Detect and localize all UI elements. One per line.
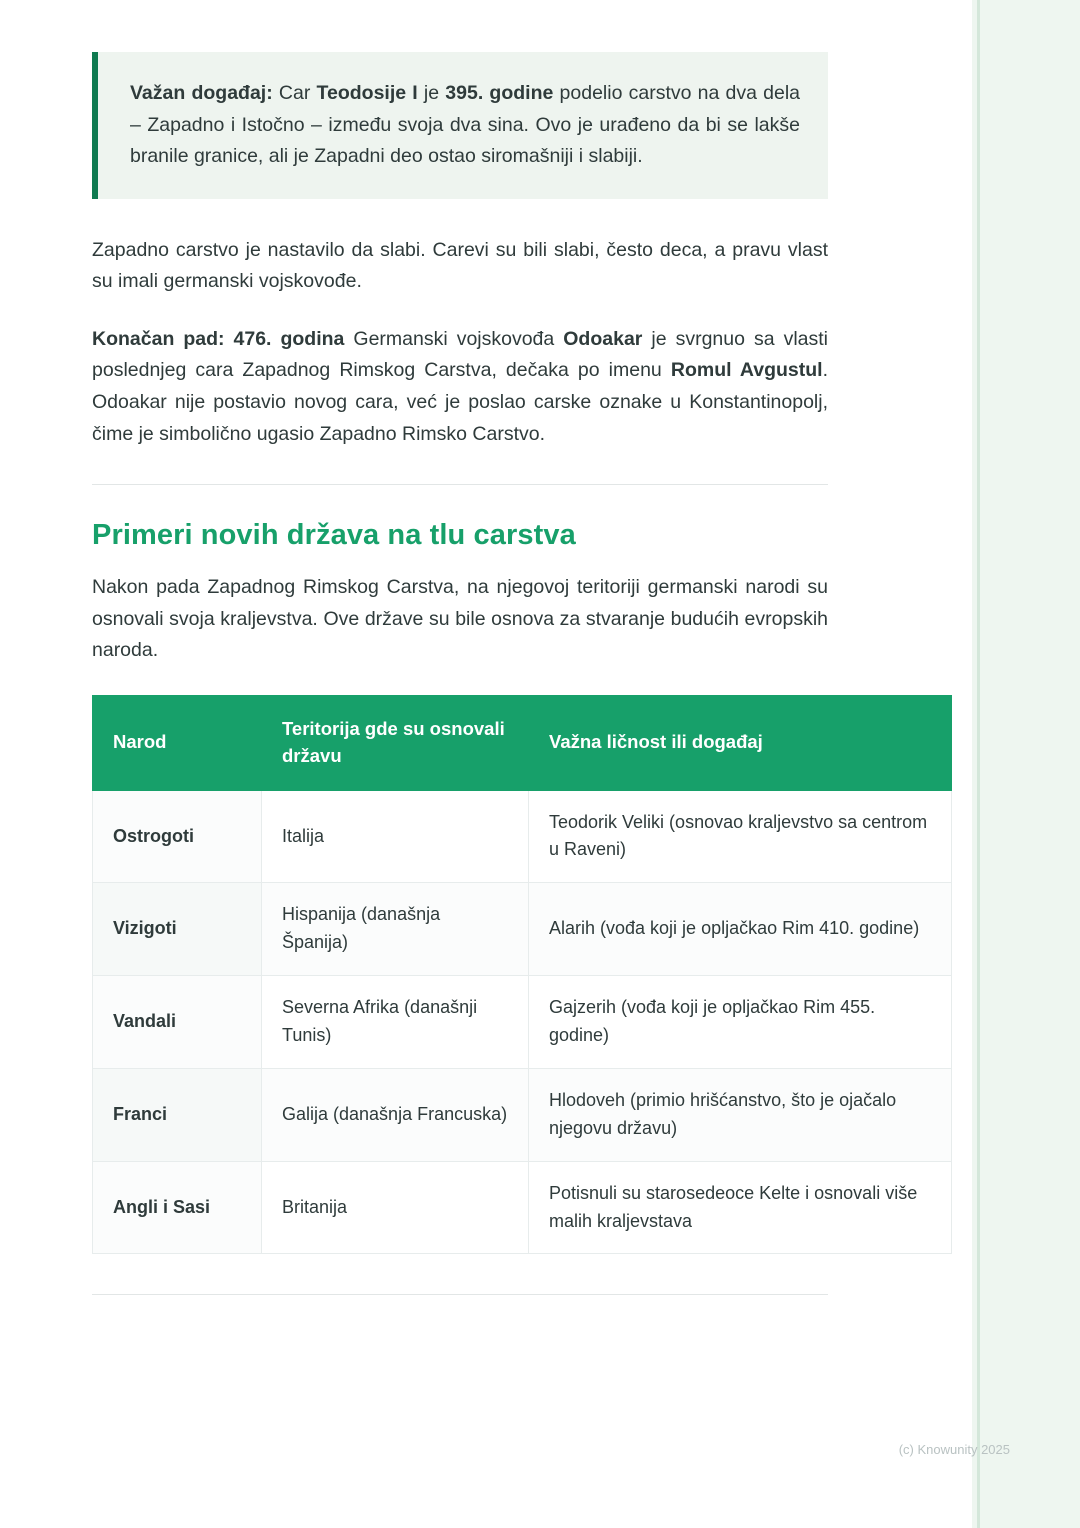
copyright-notice: (c) Knowunity 2025 <box>898 1442 1010 1457</box>
callout-text-3: podelio carstvo na dva dela – Zapadno i Istočno – između svoja dva sina. Ovo je urađeno da bi se lakše branile granice, ali je Zapadni deo ostao siromašniji i slabiji. <box>130 82 801 168</box>
paragraph-west-empire-decline: Zapadno carstvo je nastavilo da slabi. Carevi su bili slabi, često deca, a pravu vlast su imali germanski vojskovođe. <box>92 238 828 293</box>
table-head <box>93 695 952 790</box>
callout-text <box>130 78 800 173</box>
table-header-row <box>93 695 952 790</box>
footer-divider <box>92 1294 828 1295</box>
cell-licnost: Potisnuli su starosedeoce Kelte i osnovali više malih kraljevstava <box>529 1161 952 1254</box>
cell-teritorija: Britanija <box>262 1161 529 1254</box>
final-fall-text-3: . Odoakar nije postavio novog cara, već je poslao carske oznake u Konstantinopolj, čime je simbolično ugasio Zapadno Rimsko Carstvo. <box>92 359 828 445</box>
document-content <box>92 0 928 1295</box>
cell-licnost: Teodorik Veliki (osnovao kraljevstvo sa centrom u Raveni) <box>529 790 952 883</box>
page-right-strip <box>972 0 1080 1528</box>
paragraph-new-states-intro: Nakon pada Zapadnog Rimskog Carstva, na njegovoj teritoriji germanski narodi su osnovali svoja kraljevstva. Ove države su bile osnova za stvaranje budućih evropskih naroda. <box>92 576 828 662</box>
callout-text-1: Car <box>272 82 317 104</box>
table-row <box>93 883 952 976</box>
callout-label: Važan događaj: <box>130 82 273 104</box>
cell-narod: Ostrogoti <box>93 790 262 883</box>
cell-teritorija: Severna Afrika (današnji Tunis) <box>262 976 529 1069</box>
final-fall-lead: Konačan pad: 476. godina <box>92 327 345 350</box>
cell-narod: Angli i Sasi <box>93 1161 262 1254</box>
page-right-strip-divider <box>977 0 980 1528</box>
important-event-callout <box>92 52 828 199</box>
callout-text-2: je <box>417 82 446 104</box>
table-row <box>93 1068 952 1161</box>
cell-teritorija: Hispanija (današnja Španija) <box>262 883 529 976</box>
page-left-margin <box>0 0 48 1528</box>
cell-narod: Vizigoti <box>93 883 262 976</box>
cell-teritorija: Italija <box>262 790 529 883</box>
table-header-narod: Narod <box>93 695 262 790</box>
paragraph-final-fall <box>92 324 828 450</box>
table-row <box>93 976 952 1069</box>
final-fall-text-2: je svrgnuo sa vlasti poslednjeg cara Zapadnog Rimskog Carstva, dečaka po imenu <box>92 327 828 382</box>
cell-licnost: Gajzerih (vođa koji je opljačkao Rim 455. godine) <box>529 976 952 1069</box>
cell-narod: Vandali <box>93 976 262 1069</box>
final-fall-bold-odoakar: Odoakar <box>563 327 643 350</box>
cell-licnost: Hlodoveh (primio hrišćanstvo, što je ojačalo njegovu državu) <box>529 1068 952 1161</box>
final-fall-bold-romul: Romul Avgustul <box>670 359 823 382</box>
table-header-teritorija: Teritorija gde su osnovali državu <box>262 695 529 790</box>
table-row <box>93 790 952 883</box>
cell-licnost: Alarih (vođa koji je opljačkao Rim 410. godine) <box>529 883 952 976</box>
new-states-table <box>92 695 952 1255</box>
table-row <box>93 1161 952 1254</box>
callout-bold-teodosije: Teodosije I <box>316 82 418 104</box>
table-body <box>93 790 952 1254</box>
cell-narod: Franci <box>93 1068 262 1161</box>
section-divider <box>92 484 828 485</box>
section-title: Primeri novih država na tlu carstva <box>92 519 576 552</box>
table-header-licnost: Važna ličnost ili događaj <box>529 695 952 790</box>
callout-bold-year: 395. godine <box>445 82 554 104</box>
cell-teritorija: Galija (današnja Francuska) <box>262 1068 529 1161</box>
final-fall-text-1: Germanski vojskovođa <box>344 327 564 350</box>
